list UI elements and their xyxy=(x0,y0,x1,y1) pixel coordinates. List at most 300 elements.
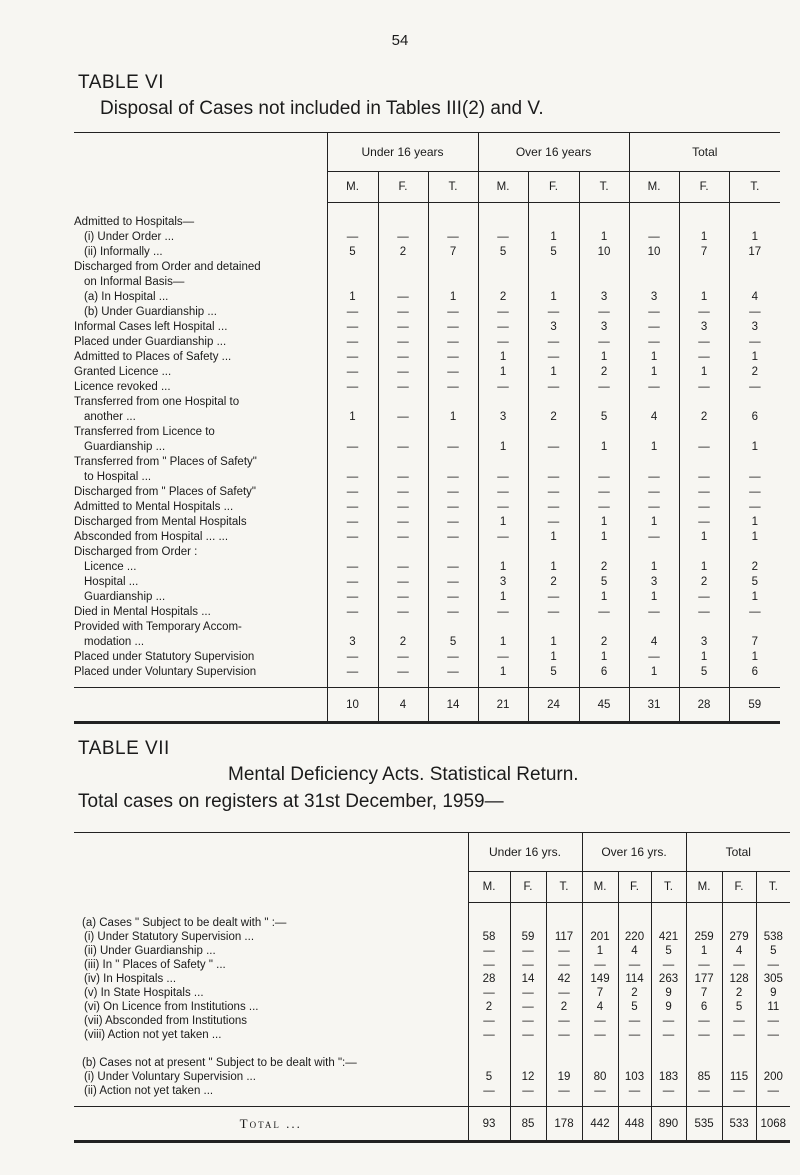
table6-cell: 4 xyxy=(729,288,780,303)
table6-cell xyxy=(378,273,428,288)
table6-cell: — xyxy=(428,228,478,243)
table6-cell: — xyxy=(327,513,378,528)
table6-row xyxy=(74,633,780,648)
table6-cell: — xyxy=(579,378,629,393)
table6-cell: 1 xyxy=(679,648,729,663)
table6-cell: 1 xyxy=(629,363,679,378)
table7-group-header: Under 16 yrs. xyxy=(468,833,582,872)
table6-cell: 1 xyxy=(729,648,780,663)
table6-cell xyxy=(327,203,378,228)
table6-row-label: Hospital ... xyxy=(84,575,139,588)
table6-cell: — xyxy=(478,303,528,318)
table7-total-cell: 85 xyxy=(510,1107,546,1142)
table6-cell xyxy=(729,423,780,438)
table6-row-label: Discharged from Mental Hospitals xyxy=(74,515,247,528)
table7-cell: 1 xyxy=(686,943,722,957)
table6-cell: — xyxy=(378,468,428,483)
table6-cell xyxy=(729,453,780,468)
table7-row xyxy=(74,943,790,957)
table6-cell xyxy=(428,273,478,288)
table7-cell: — xyxy=(468,943,510,957)
table6-subheader: F. xyxy=(378,172,428,203)
table6-cell: 5 xyxy=(327,243,378,258)
table6-row-label: Licence ... xyxy=(84,560,137,573)
table6-cell: — xyxy=(428,438,478,453)
table7-total-cell: 178 xyxy=(546,1107,582,1142)
table6-cell xyxy=(579,258,629,273)
table6-cell: — xyxy=(729,303,780,318)
table7-row-label: (ii) Action not yet taken ... xyxy=(84,1084,214,1097)
table6-cell xyxy=(428,453,478,468)
table6-cell: — xyxy=(528,348,579,363)
table6-row xyxy=(74,453,780,468)
table7-cell: — xyxy=(582,1013,618,1027)
table6-group-header: Over 16 years xyxy=(478,133,629,172)
table6-cell: — xyxy=(327,603,378,618)
table6-cell: 5 xyxy=(528,663,579,678)
table6-row-label: (ii) Informally ... xyxy=(84,245,163,258)
table7-cell: — xyxy=(651,1013,686,1027)
table6-cell: — xyxy=(327,528,378,543)
table6-cell: — xyxy=(327,228,378,243)
table7-cell: 2 xyxy=(546,999,582,1013)
table6-total-cell: 10 xyxy=(327,688,378,723)
table6-cell: 7 xyxy=(428,243,478,258)
table7-row xyxy=(74,1041,790,1055)
table7-cell xyxy=(546,1055,582,1069)
table6-cell xyxy=(729,203,780,228)
table6-cell xyxy=(729,393,780,408)
table6-cell: — xyxy=(629,648,679,663)
table7-row-label: (b) Cases not at present " Subject to be dealt with ":— xyxy=(82,1056,357,1069)
table7-cell: 5 xyxy=(468,1069,510,1083)
table7-cell xyxy=(618,903,651,929)
table6-cell: — xyxy=(629,603,679,618)
table6-cell xyxy=(478,618,528,633)
table6-cell: 1 xyxy=(327,288,378,303)
table6-cell: 3 xyxy=(579,288,629,303)
table6-cell: 1 xyxy=(478,588,528,603)
table6-cell xyxy=(478,453,528,468)
table7-cell: — xyxy=(510,985,546,999)
table6-cell: — xyxy=(378,573,428,588)
table7-cell: 263 xyxy=(651,971,686,985)
table6-spacer xyxy=(74,678,780,688)
table7-cell: — xyxy=(756,1083,790,1097)
table6-cell: — xyxy=(528,603,579,618)
table7-cell: — xyxy=(582,1027,618,1041)
table7-cell: 103 xyxy=(618,1069,651,1083)
table6-cell: — xyxy=(729,333,780,348)
table6-cell: 1 xyxy=(579,228,629,243)
table7-cell: 5 xyxy=(756,943,790,957)
table6-row xyxy=(74,663,780,678)
table6-cell: — xyxy=(378,348,428,363)
table6-cell: — xyxy=(679,588,729,603)
table6-row-label: (a) In Hospital ... xyxy=(84,290,169,303)
table6-cell xyxy=(729,543,780,558)
table6-group-header: Under 16 years xyxy=(327,133,478,172)
table6-cell: — xyxy=(729,603,780,618)
table6-cell: 1 xyxy=(528,528,579,543)
table6-cell xyxy=(428,618,478,633)
table6-row xyxy=(74,648,780,663)
table6-cell: 1 xyxy=(428,288,478,303)
table7-total-cell: 890 xyxy=(651,1107,686,1142)
table6-cell: — xyxy=(478,528,528,543)
table6-row-label: Provided with Temporary Accom- xyxy=(74,620,242,633)
table6-cell: — xyxy=(378,648,428,663)
table6-cell: 2 xyxy=(528,573,579,588)
page-number: 54 xyxy=(391,32,409,49)
table7-cell: 4 xyxy=(582,999,618,1013)
table7-cell: 58 xyxy=(468,929,510,943)
table6-cell: — xyxy=(428,663,478,678)
table7-subheader: M. xyxy=(582,872,618,903)
table7-row xyxy=(74,1013,790,1027)
table6-cell xyxy=(327,423,378,438)
table6-cell: 3 xyxy=(629,573,679,588)
table7-total-cell: 442 xyxy=(582,1107,618,1142)
table6-cell: — xyxy=(679,513,729,528)
table6-cell: — xyxy=(327,318,378,333)
table6-cell: 6 xyxy=(579,663,629,678)
table6-row xyxy=(74,408,780,423)
table6-cell: 1 xyxy=(478,513,528,528)
table6-cell: 1 xyxy=(528,633,579,648)
table6-cell xyxy=(528,618,579,633)
table6-cell: — xyxy=(378,333,428,348)
table6-cell: 1 xyxy=(629,348,679,363)
table6-cell xyxy=(528,453,579,468)
table6-cell xyxy=(679,273,729,288)
table6-cell: — xyxy=(579,303,629,318)
table6-cell xyxy=(478,543,528,558)
table7-cell: — xyxy=(510,1083,546,1097)
table6-cell xyxy=(428,393,478,408)
table7-cell: — xyxy=(468,1013,510,1027)
table7-stub-header xyxy=(74,833,468,903)
table7-cell: — xyxy=(686,1083,722,1097)
table7-cell xyxy=(756,903,790,929)
table7-cell xyxy=(510,1055,546,1069)
table6-cell: 3 xyxy=(528,318,579,333)
table6-cell: 2 xyxy=(378,243,428,258)
table7-cell: 85 xyxy=(686,1069,722,1083)
table6-cell: — xyxy=(528,468,579,483)
table6-row-label: modation ... xyxy=(84,635,145,648)
table7-cell: 421 xyxy=(651,929,686,943)
table7-cell: 9 xyxy=(756,985,790,999)
table6-cell: 1 xyxy=(579,528,629,543)
table7-row-label xyxy=(74,1041,468,1055)
table6-cell: 1 xyxy=(528,228,579,243)
table6-cell: 1 xyxy=(729,228,780,243)
table6-cell: — xyxy=(428,588,478,603)
table7-spacer xyxy=(74,1097,790,1107)
table6-row-label: Licence revoked ... xyxy=(74,380,171,393)
table6-cell: — xyxy=(428,303,478,318)
table6-cell: — xyxy=(478,318,528,333)
table6-cell xyxy=(579,273,629,288)
table6-cell: 1 xyxy=(729,588,780,603)
table7-cell xyxy=(618,1041,651,1055)
table6-cell xyxy=(478,423,528,438)
table6-row-label: another ... xyxy=(84,410,136,423)
table6-cell: 1 xyxy=(579,648,629,663)
table6-cell: 5 xyxy=(679,663,729,678)
table6-cell: 1 xyxy=(478,363,528,378)
table7-group-header: Total xyxy=(686,833,790,872)
table6-total-cell: 59 xyxy=(729,688,780,723)
table6-row xyxy=(74,318,780,333)
table6-row-label: Placed under Voluntary Supervision xyxy=(74,665,257,678)
table7-cell xyxy=(756,1055,790,1069)
table6-cell: — xyxy=(428,498,478,513)
table6-cell: — xyxy=(378,228,428,243)
table7 xyxy=(74,832,790,1143)
table6-cell: — xyxy=(428,528,478,543)
table6-cell xyxy=(679,618,729,633)
table6-cell: — xyxy=(629,333,679,348)
table6-cell: 17 xyxy=(729,243,780,258)
table6-cell xyxy=(729,618,780,633)
table6-cell xyxy=(528,423,579,438)
table6-cell: — xyxy=(579,603,629,618)
table7-cell: 220 xyxy=(618,929,651,943)
table6-cell: — xyxy=(428,363,478,378)
table6-cell: — xyxy=(629,303,679,318)
table6-cell xyxy=(629,393,679,408)
table6-cell: 5 xyxy=(428,633,478,648)
table6-row xyxy=(74,333,780,348)
table7-cell xyxy=(651,1055,686,1069)
table6-row-label: Transferred from one Hospital to xyxy=(74,395,240,408)
table6-cell: — xyxy=(378,603,428,618)
table6-cell xyxy=(327,453,378,468)
table6-row xyxy=(74,378,780,393)
table7-row-label: (v) In State Hospitals ... xyxy=(84,986,204,999)
table6-cell xyxy=(729,273,780,288)
table7-row xyxy=(74,957,790,971)
table6-cell: — xyxy=(679,498,729,513)
table7-cell xyxy=(651,1041,686,1055)
table6-cell: — xyxy=(679,483,729,498)
table6-cell xyxy=(679,543,729,558)
table7-cell: 5 xyxy=(651,943,686,957)
table7-subheader: F. xyxy=(510,872,546,903)
table6-total-cell: 28 xyxy=(679,688,729,723)
table6-subheader: F. xyxy=(679,172,729,203)
table6-cell xyxy=(629,618,679,633)
table7-cell: — xyxy=(722,957,756,971)
table6-cell: — xyxy=(528,588,579,603)
table7-cell: — xyxy=(546,957,582,971)
table6-cell: 3 xyxy=(729,318,780,333)
table6-cell: — xyxy=(327,498,378,513)
table6-cell: 1 xyxy=(579,588,629,603)
table6-cell: — xyxy=(327,663,378,678)
table7-cell: — xyxy=(546,985,582,999)
table7-label: TABLE VII xyxy=(78,738,170,759)
table6-row-label: Admitted to Mental Hospitals ... xyxy=(74,500,234,513)
table6-cell: — xyxy=(428,378,478,393)
table6-row-label: (i) Under Order ... xyxy=(84,230,175,243)
table7-total-cell: 535 xyxy=(686,1107,722,1142)
table6-cell xyxy=(428,543,478,558)
table6-cell: — xyxy=(378,513,428,528)
table7-cell: 2 xyxy=(722,985,756,999)
table6-cell: — xyxy=(478,498,528,513)
table6-cell: 1 xyxy=(428,408,478,423)
table6-row xyxy=(74,498,780,513)
table7-cell: 2 xyxy=(618,985,651,999)
table6-label: TABLE VI xyxy=(78,72,165,93)
table6-cell: 1 xyxy=(478,633,528,648)
table7-cell: — xyxy=(722,1013,756,1027)
table7-cell: 2 xyxy=(468,999,510,1013)
table7-cell: 4 xyxy=(722,943,756,957)
table6-row-label: Placed under Guardianship ... xyxy=(74,335,227,348)
table6-cell: — xyxy=(327,333,378,348)
table7-subheader: M. xyxy=(686,872,722,903)
table6-row xyxy=(74,588,780,603)
table6-cell: — xyxy=(528,378,579,393)
table7-total-cell: 93 xyxy=(468,1107,510,1142)
table6-cell: 2 xyxy=(579,363,629,378)
table6-row xyxy=(74,203,780,228)
table7-row xyxy=(74,1055,790,1069)
table6-cell xyxy=(528,203,579,228)
table7-row-label: (i) Under Statutory Supervision ... xyxy=(84,930,255,943)
table6-cell: 1 xyxy=(729,513,780,528)
table6-cell xyxy=(327,543,378,558)
table6-cell: 3 xyxy=(478,408,528,423)
table7-subheader: M. xyxy=(468,872,510,903)
table7-row-label: (a) Cases " Subject to be dealt with " :— xyxy=(82,916,287,929)
table7-cell xyxy=(618,1055,651,1069)
table6-subheader: T. xyxy=(729,172,780,203)
table6-cell: — xyxy=(679,378,729,393)
table6-cell: 5 xyxy=(528,243,579,258)
table6-cell xyxy=(378,453,428,468)
table7-group-header: Over 16 yrs. xyxy=(582,833,686,872)
table6-cell: 2 xyxy=(729,558,780,573)
table6-cell xyxy=(629,203,679,228)
table6-cell: 1 xyxy=(579,513,629,528)
table7-total-label: Total ... xyxy=(74,1107,468,1142)
table6-subheader: M. xyxy=(478,172,528,203)
table7-total-cell: 1068 xyxy=(756,1107,790,1142)
table7-cell: 59 xyxy=(510,929,546,943)
table6-cell xyxy=(579,543,629,558)
table6-cell xyxy=(478,273,528,288)
table6-cell: — xyxy=(327,468,378,483)
table6-cell: 6 xyxy=(729,663,780,678)
table7-cell: — xyxy=(510,957,546,971)
table6-cell: 4 xyxy=(629,408,679,423)
table7-cell: — xyxy=(686,1027,722,1041)
table6-row-label: Informal Cases left Hospital ... xyxy=(74,320,228,333)
table6-cell: — xyxy=(478,648,528,663)
table6-cell: 1 xyxy=(629,588,679,603)
table7-cell: 259 xyxy=(686,929,722,943)
table6-subheader: F. xyxy=(528,172,579,203)
table7-cell: 42 xyxy=(546,971,582,985)
table7-cell: 305 xyxy=(756,971,790,985)
table6-cell: 2 xyxy=(729,363,780,378)
table6-cell xyxy=(579,453,629,468)
table6-cell: — xyxy=(327,348,378,363)
table6-cell: 1 xyxy=(528,558,579,573)
table6-cell: — xyxy=(327,363,378,378)
table6-cell: — xyxy=(428,348,478,363)
table7-cell xyxy=(582,1055,618,1069)
table6-row xyxy=(74,258,780,273)
table7-cell: — xyxy=(582,957,618,971)
table6-cell: 1 xyxy=(679,528,729,543)
table6 xyxy=(74,132,780,724)
table6-cell: — xyxy=(629,228,679,243)
table7-cell: — xyxy=(510,999,546,1013)
table6-cell xyxy=(579,423,629,438)
table7-cell: 279 xyxy=(722,929,756,943)
table7-total-cell: 533 xyxy=(722,1107,756,1142)
table6-cell: — xyxy=(378,588,428,603)
table6-cell xyxy=(428,258,478,273)
table6-cell xyxy=(629,543,679,558)
table6-cell: — xyxy=(327,378,378,393)
table6-row xyxy=(74,423,780,438)
table6-row-label: Granted Licence ... xyxy=(74,365,172,378)
table6-cell: — xyxy=(679,348,729,363)
table7-cell: 538 xyxy=(756,929,790,943)
table6-cell: 5 xyxy=(478,243,528,258)
table6-total-cell: 24 xyxy=(528,688,579,723)
table6-cell xyxy=(528,273,579,288)
table7-cell: 7 xyxy=(582,985,618,999)
table7-cell: 115 xyxy=(722,1069,756,1083)
table6-cell: 1 xyxy=(679,228,729,243)
table6-row xyxy=(74,228,780,243)
table6-cell: — xyxy=(378,318,428,333)
table6-cell xyxy=(327,393,378,408)
table6-cell: — xyxy=(478,378,528,393)
table6-total-cell: 31 xyxy=(629,688,679,723)
table6-row-label: Discharged from " Places of Safety" xyxy=(74,485,257,498)
table6-row-label: Transferred from " Places of Safety" xyxy=(74,455,257,468)
table6-cell: — xyxy=(528,333,579,348)
table6-cell: — xyxy=(629,318,679,333)
table6-cell: 1 xyxy=(679,363,729,378)
table6-row-label: Admitted to Hospitals— xyxy=(74,215,195,228)
table7-cell xyxy=(686,903,722,929)
table6-cell xyxy=(327,618,378,633)
table7-cell: — xyxy=(618,1027,651,1041)
table6-row-label: to Hospital ... xyxy=(84,470,152,483)
table6-row-label: Placed under Statutory Supervision xyxy=(74,650,255,663)
table7-row-label: (iii) In " Places of Safety " ... xyxy=(84,958,226,971)
table6-cell: — xyxy=(428,513,478,528)
table7-cell: — xyxy=(546,943,582,957)
table6-cell: 4 xyxy=(629,633,679,648)
table6-cell: — xyxy=(327,588,378,603)
table7-cell: 7 xyxy=(686,985,722,999)
table6-cell: — xyxy=(579,333,629,348)
table6-row xyxy=(74,348,780,363)
table6-cell: 10 xyxy=(579,243,629,258)
table7-cell xyxy=(546,1041,582,1055)
